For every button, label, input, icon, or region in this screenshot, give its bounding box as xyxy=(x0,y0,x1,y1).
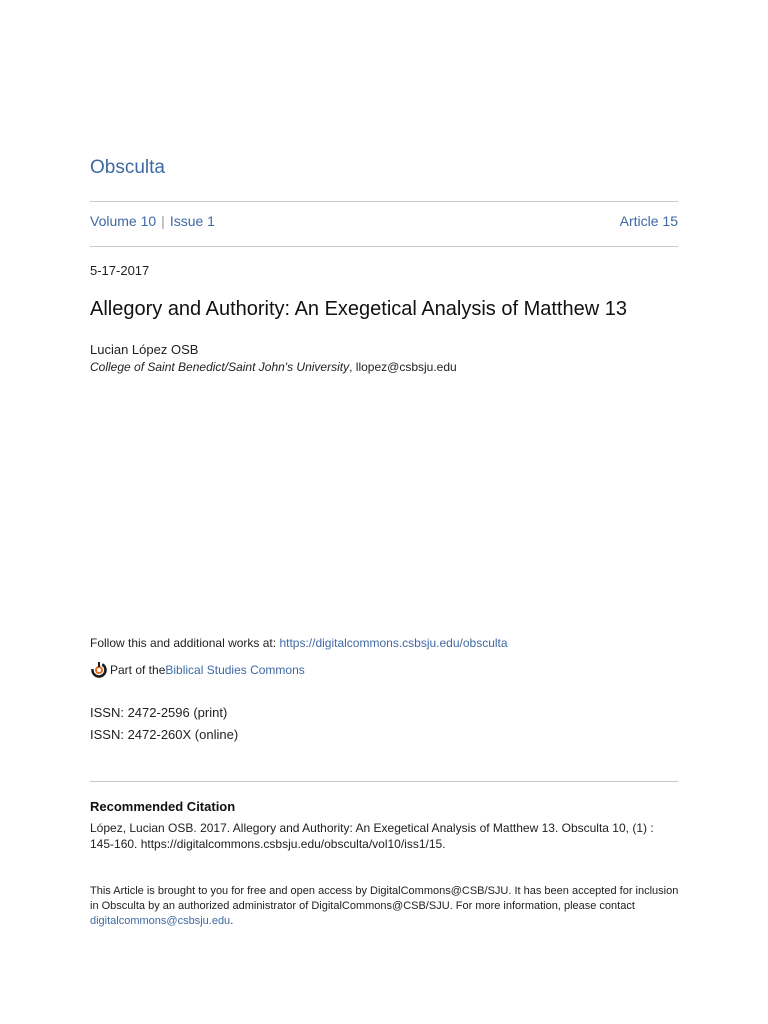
recommended-citation-text: López, Lucian OSB. 2017. Allegory and Authority: An Exegetical Analysis of Matthew 13. Obsculta 10, (1) : 145-160. https://digitalcommons.csbsju.edu/obsculta/vol10/iss1/15. xyxy=(90,821,654,851)
contact-email-link[interactable]: digitalcommons@csbsju.edu xyxy=(90,915,231,927)
access-notice xyxy=(90,884,680,929)
issue-separator: | xyxy=(161,213,165,229)
network-commons-icon xyxy=(90,661,108,679)
issue-link[interactable]: Issue 1 xyxy=(169,213,215,229)
article-title: Allegory and Authority: An Exegetical Analysis of Matthew 13 xyxy=(90,298,627,320)
author-affiliation xyxy=(90,360,457,374)
volume-link[interactable]: Volume 10 xyxy=(90,213,157,229)
access-notice-text: This Article is brought to you for free and open access by DigitalCommons@CSB/SJU. It has been accepted for inclusion in Obsculta by an authorized administrator of DigitalCommons@CSB/SJU. For more information, please contact xyxy=(90,885,679,912)
article-number-link[interactable]: Article 15 xyxy=(619,213,678,229)
access-notice-suffix: . xyxy=(230,915,234,927)
issn-online: ISSN: 2472-260X (online) xyxy=(90,727,239,742)
author-email: , llopez@csbsju.edu xyxy=(349,360,457,374)
recommended-citation-heading: Recommended Citation xyxy=(90,799,236,814)
divider-bottom xyxy=(90,781,678,782)
collection-url-link[interactable]: https://digitalcommons.csbsju.edu/obsculta xyxy=(279,636,508,650)
publication-date: 5-17-2017 xyxy=(90,263,150,278)
divider-middle xyxy=(90,246,678,247)
divider-top xyxy=(90,201,678,202)
follow-line xyxy=(90,636,508,650)
part-of-prefix: Part of the xyxy=(110,663,166,677)
issn-print: ISSN: 2472-2596 (print) xyxy=(90,705,228,720)
follow-prefix: Follow this and additional works at: xyxy=(90,636,280,650)
issue-info-row xyxy=(90,213,678,229)
journal-title-link[interactable]: Obsculta xyxy=(90,157,165,178)
affiliation-name: College of Saint Benedict/Saint John's University xyxy=(90,360,350,374)
author-name: Lucian López OSB xyxy=(90,342,199,357)
part-of-line xyxy=(90,661,305,679)
biblical-studies-commons-link[interactable]: Biblical Studies Commons xyxy=(165,663,305,677)
